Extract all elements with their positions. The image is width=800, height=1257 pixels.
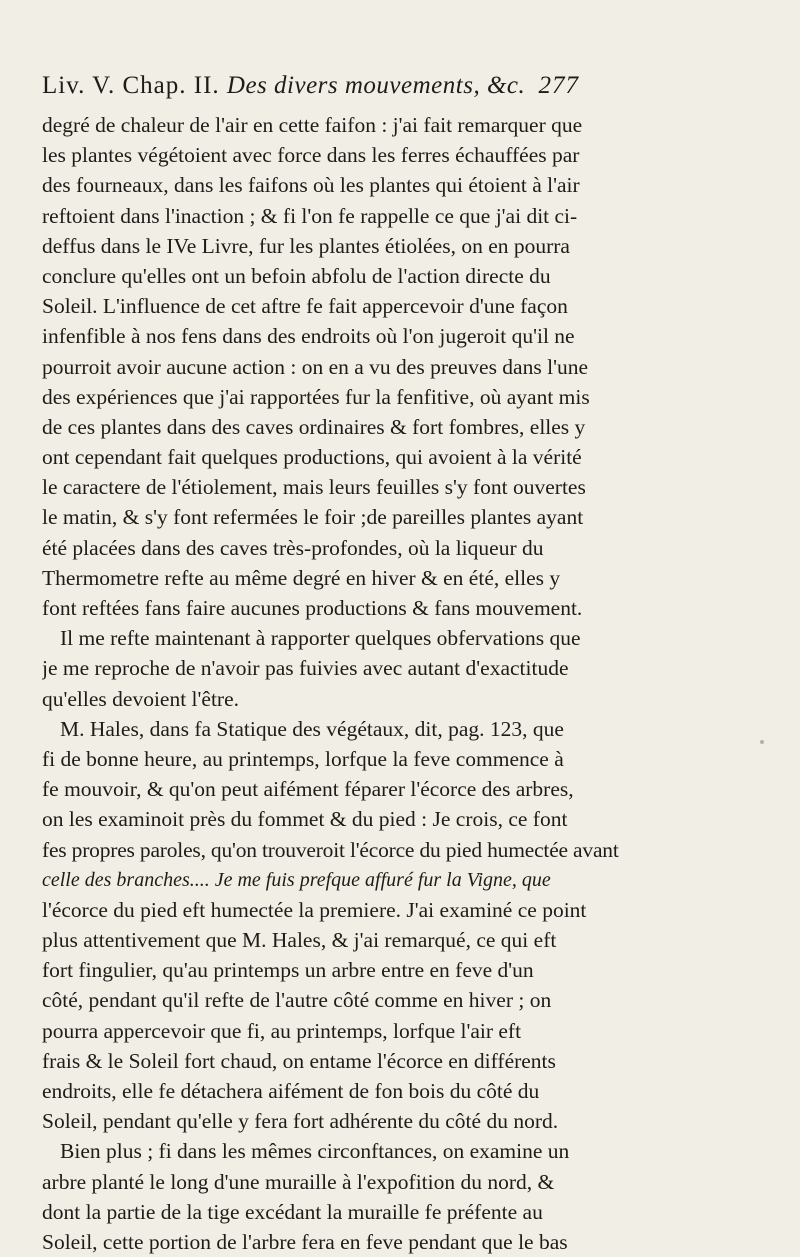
text-line-18: Il me refte maintenant à rapporter quelques obfervations que [60, 626, 581, 651]
running-title: Des divers mouvements, &c. [226, 72, 526, 99]
text-line-19: je me reproche de n'avoir pas fuivies avec autant d'exactitude [42, 656, 569, 681]
text-line-1: degré de chaleur de l'air en cette faifon : j'ai fait remarquer que [42, 113, 583, 137]
text-line-34: Soleil, pendant qu'elle y fera fort adhérente du côté du nord. [42, 1109, 559, 1134]
text-line-13: le caractere de l'étiolement, mais leurs feuilles s'y font ouvertes [42, 475, 586, 500]
text-line-9: pourroit avoir aucune action : on en a vu des preuves dans l'une [42, 354, 588, 379]
text-line-22: fi de bonne heure, au printemps, lorfque la feve commence à [42, 746, 564, 771]
text-line-38: Soleil, cette portion de l'arbre fera en feve pendant que le bas [42, 1229, 568, 1254]
ink-spot [760, 740, 764, 744]
text-line-24: on les examinoit près du fommet & du pied : Je crois, ce font [42, 807, 568, 832]
text-line-11: de ces plantes dans des caves ordinaires & fort fombres, elles y [42, 414, 586, 439]
text-line-8: infenfible à nos fens dans des endroits où l'on jugeroit qu'il ne [42, 324, 575, 349]
body-text [42, 110, 758, 1257]
page-number: 277 [538, 72, 579, 99]
text-line-6: conclure qu'elles ont un befoin abfolu de l'action directe du [42, 263, 551, 288]
text-line-33: endroits, elle fe détachera aifément de fon bois du côté du [42, 1079, 540, 1103]
text-line-21: M. Hales, dans fa Statique des végétaux, dit, pag. 123, que [60, 716, 564, 741]
text-line-28: plus attentivement que M. Hales, & j'ai remarqué, ce qui eft [42, 928, 557, 953]
text-line-30: côté, pendant qu'il refte de l'autre côté comme en hiver ; on [42, 988, 552, 1013]
running-header [42, 72, 762, 100]
text-line-27: l'écorce du pied eft humectée la premiere. J'ai examiné ce point [42, 897, 587, 922]
text-line-7: Soleil. L'influence de cet aftre fe fait appercevoir d'une façon [42, 294, 568, 319]
text-line-37: dont la partie de la tige excédant la muraille fe préfente au [42, 1199, 543, 1224]
text-line-17: font reftées fans faire aucunes productions & fans mouvement. [42, 596, 583, 620]
text-line-5: deffus dans le IVe Livre, fur les plantes étiolées, on en pourra [42, 233, 570, 258]
text-line-23: fe mouvoir, & qu'on peut aifément féparer l'écorce des arbres, [42, 777, 574, 802]
text-line-35: Bien plus ; fi dans les mêmes circonftances, on examine un [60, 1139, 570, 1164]
text-line-25: fes propres paroles, qu'on trouveroit l'écorce du pied humectée avant [42, 837, 619, 862]
text-line-2: les plantes végétoient avec force dans les ferres échauffées par [42, 143, 580, 168]
text-line-15: été placées dans des caves très-profondes, où la liqueur du [42, 535, 544, 560]
text-line-16: Thermometre refte au même degré en hiver & en été, elles y [42, 565, 561, 590]
text-line-26: celle des branches.... Je me fuis prefque affuré fur la Vigne, que [42, 868, 551, 891]
text-line-31: pourra appercevoir que fi, au printemps, lorfque l'air eft [42, 1018, 522, 1043]
text-line-10: des expériences que j'ai rapportées fur la fenfitive, où ayant mis [42, 384, 590, 409]
text-line-3: des fourneaux, dans les faifons où les plantes qui étoient à l'air [42, 173, 580, 198]
text-line-20: qu'elles devoient l'être. [42, 686, 239, 711]
text-line-36: arbre planté le long d'une muraille à l'expofition du nord, & [42, 1169, 555, 1194]
text-line-4: reftoient dans l'inaction ; & fi l'on fe rappelle ce que j'ai dit ci- [42, 203, 578, 228]
running-head: Liv. V. Chap. II. [42, 72, 220, 99]
text-line-29: fort fingulier, qu'au printemps un arbre entre en feve d'un [42, 958, 534, 983]
text-line-14: le matin, & s'y font refermées le foir ;de pareilles plantes ayant [42, 505, 584, 530]
text-line-12: ont cependant fait quelques productions, qui avoient à la vérité [42, 445, 582, 470]
text-line-32: frais & le Soleil fort chaud, on entame l'écorce en différents [42, 1048, 556, 1073]
